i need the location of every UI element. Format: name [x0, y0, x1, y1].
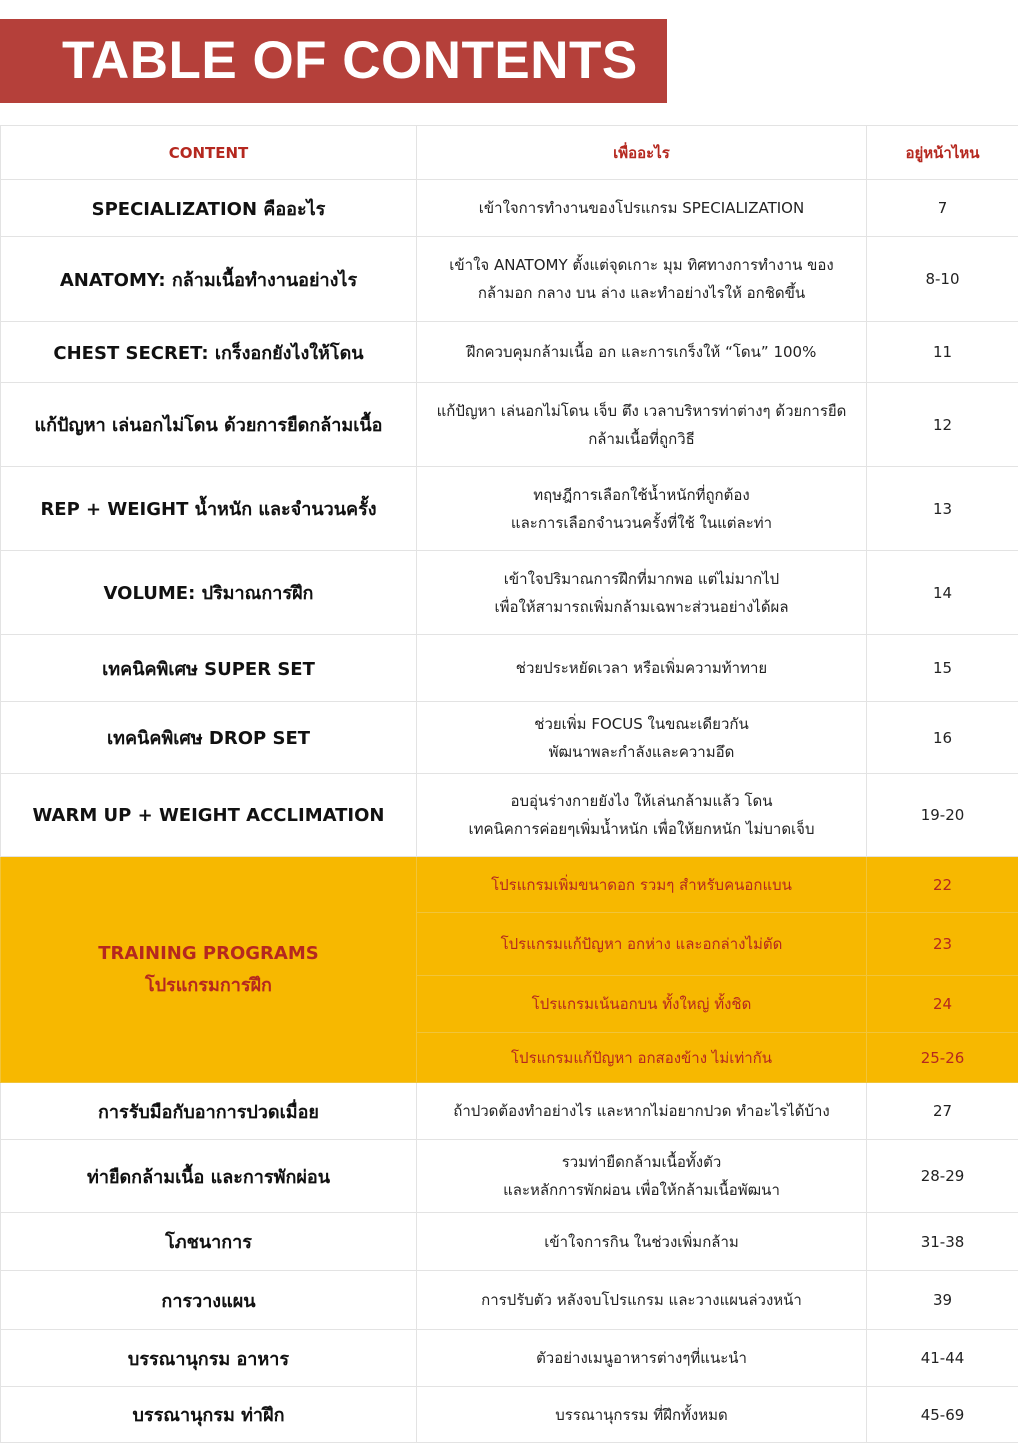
row-page: 15 [867, 635, 1018, 702]
row-page: 14 [867, 551, 1018, 635]
row-page: 27 [867, 1083, 1018, 1140]
row-purpose: อบอุ่นร่างกายยังไง ให้เล่นกล้ามแล้ว โดน เทคนิคการค่อยๆเพิ่มน้ำหนัก เพื่อให้ยกหนัก ไม่บาดเจ็บ [417, 774, 867, 857]
row-content: ANATOMY: กล้ามเนื้อทำงานอย่างไร [1, 237, 417, 322]
row-content: การรับมือกับอาการปวดเมื่อย [1, 1083, 417, 1140]
table-row [1, 1271, 1018, 1330]
row-content: โภชนาการ [1, 1213, 417, 1271]
header-row [1, 126, 1018, 180]
row-purpose: ฝึกควบคุมกล้ามเนื้อ อก และการเกร็งให้ “โดน” 100% [417, 322, 867, 383]
table-row [1, 1140, 1018, 1213]
training-programs-title: TRAINING PROGRAMS โปรแกรมการฝึก [1, 857, 417, 1083]
training-program-item: โปรแกรมเพิ่มขนาดอก รวมๆ สำหรับคนอกแบน [417, 857, 867, 913]
table-row [1, 180, 1018, 237]
row-purpose: ช่วยประหยัดเวลา หรือเพิ่มความท้าทาย [417, 635, 867, 702]
training-program-page: 23 [867, 913, 1018, 976]
row-page: 12 [867, 383, 1018, 467]
table-row [1, 1330, 1018, 1387]
row-purpose: เข้าใจ ANATOMY ตั้งแต่จุดเกาะ มุม ทิศทางการทำงาน ของ กล้ามอก กลาง บน ล่าง และทำอย่างไรให้ อกชิดขึ้น [417, 237, 867, 322]
table-row [1, 635, 1018, 702]
row-page: 45-69 [867, 1387, 1018, 1443]
row-page: 41-44 [867, 1330, 1018, 1387]
row-content: แก้ปัญหา เล่นอกไม่โดน ด้วยการยืดกล้ามเนื้อ [1, 383, 417, 467]
table-row [1, 1387, 1018, 1443]
row-content: เทคนิคพิเศษ SUPER SET [1, 635, 417, 702]
training-program-page: 24 [867, 976, 1018, 1033]
title-banner [0, 19, 667, 103]
table-row [1, 1213, 1018, 1271]
row-page: 39 [867, 1271, 1018, 1330]
row-page: 13 [867, 467, 1018, 551]
row-content: SPECIALIZATION คืออะไร [1, 180, 417, 237]
row-page: 8-10 [867, 237, 1018, 322]
training-program-item: โปรแกรมเน้นอกบน ทั้งใหญ่ ทั้งชิด [417, 976, 867, 1033]
table-row [1, 383, 1018, 467]
table-row [1, 322, 1018, 383]
row-content: เทคนิคพิเศษ DROP SET [1, 702, 417, 774]
row-content: WARM UP + WEIGHT ACCLIMATION [1, 774, 417, 857]
training-program-page: 22 [867, 857, 1018, 913]
row-page: 28-29 [867, 1140, 1018, 1213]
page-title: TABLE OF CONTENTS [62, 27, 638, 95]
header-content: CONTENT [1, 126, 417, 180]
row-content: REP + WEIGHT น้ำหนัก และจำนวนครั้ง [1, 467, 417, 551]
training-program-page: 25-26 [867, 1033, 1018, 1083]
row-purpose: รวมท่ายืดกล้ามเนื้อทั้งตัว และหลักการพักผ่อน เพื่อให้กล้ามเนื้อพัฒนา [417, 1140, 867, 1213]
row-page: 19-20 [867, 774, 1018, 857]
row-content: VOLUME: ปริมาณการฝึก [1, 551, 417, 635]
row-purpose: แก้ปัญหา เล่นอกไม่โดน เจ็บ ตึง เวลาบริหารท่าต่างๆ ด้วยการยืด กล้ามเนื้อที่ถูกวิธี [417, 383, 867, 467]
row-page: 7 [867, 180, 1018, 237]
row-content: ท่ายืดกล้ามเนื้อ และการพักผ่อน [1, 1140, 417, 1213]
header-purpose: เพื่ออะไร [417, 126, 867, 180]
training-program-item: โปรแกรมแก้ปัญหา อกสองข้าง ไม่เท่ากัน [417, 1033, 867, 1083]
row-purpose: ทฤษฎีการเลือกใช้น้ำหนักที่ถูกต้อง และการเลือกจำนวนครั้งที่ใช้ ในแต่ละท่า [417, 467, 867, 551]
row-content: การวางแผน [1, 1271, 417, 1330]
table-row [1, 774, 1018, 857]
row-purpose: ตัวอย่างเมนูอาหารต่างๆที่แนะนำ [417, 1330, 867, 1387]
row-page: 11 [867, 322, 1018, 383]
row-purpose: บรรณานุกรรม ที่ฝึกทั้งหมด [417, 1387, 867, 1443]
row-page: 31-38 [867, 1213, 1018, 1271]
table-row [1, 237, 1018, 322]
row-content: CHEST SECRET: เกร็งอกยังไงให้โดน [1, 322, 417, 383]
row-purpose: ถ้าปวดต้องทำอย่างไร และหากไม่อยากปวด ทำอะไรได้บ้าง [417, 1083, 867, 1140]
row-purpose: เข้าใจการกิน ในช่วงเพิ่มกล้าม [417, 1213, 867, 1271]
row-purpose: เข้าใจการทำงานของโปรแกรม SPECIALIZATION [417, 180, 867, 237]
header-page: อยู่หน้าไหน [867, 126, 1018, 180]
table-row [1, 702, 1018, 774]
row-page: 16 [867, 702, 1018, 774]
table-row [1, 1083, 1018, 1140]
table-row [1, 551, 1018, 635]
contents-table [0, 125, 1018, 1443]
row-purpose: การปรับตัว หลังจบโปรแกรม และวางแผนล่วงหน้า [417, 1271, 867, 1330]
row-content: บรรณานุกรม ท่าฝึก [1, 1387, 417, 1443]
row-purpose: ช่วยเพิ่ม FOCUS ในขณะเดียวกัน พัฒนาพละกำลังและความอึด [417, 702, 867, 774]
row-content: บรรณานุกรม อาหาร [1, 1330, 417, 1387]
training-program-item: โปรแกรมแก้ปัญหา อกห่าง และอกล่างไม่ตัด [417, 913, 867, 976]
row-purpose: เข้าใจปริมาณการฝึกที่มากพอ แต่ไม่มากไป เพื่อให้สามารถเพิ่มกล้ามเฉพาะส่วนอย่างได้ผล [417, 551, 867, 635]
table-row [1, 467, 1018, 551]
training-row [1, 857, 1018, 913]
